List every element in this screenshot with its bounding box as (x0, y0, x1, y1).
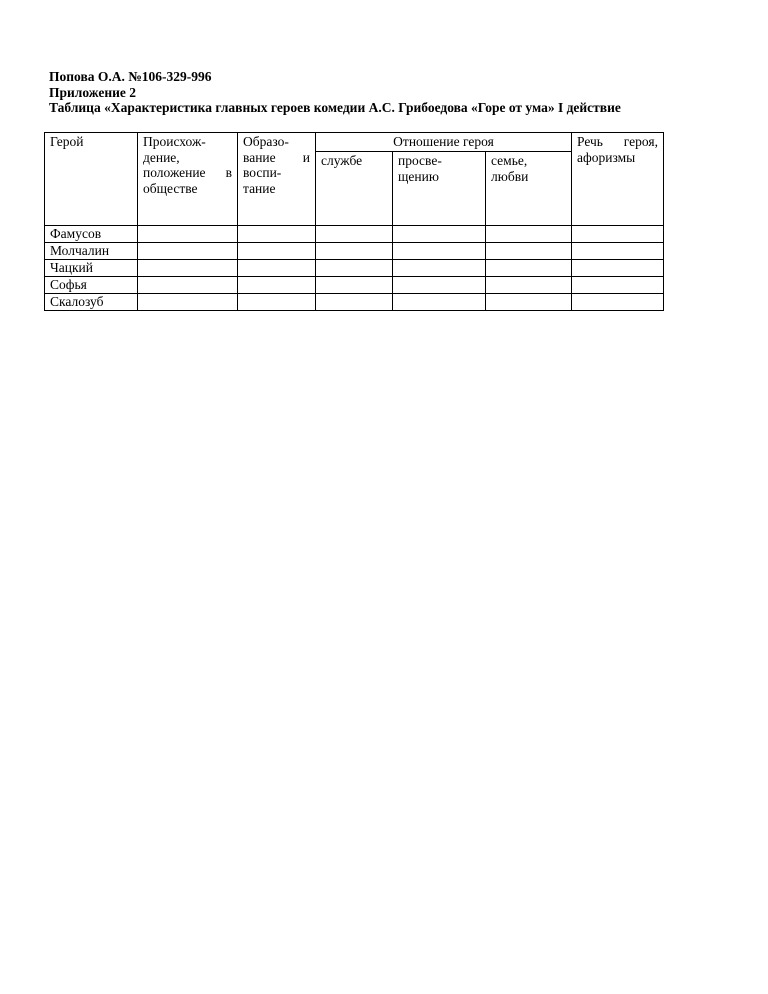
origin-line-1: Происхож- (143, 134, 206, 149)
sub-header-family (486, 152, 572, 226)
table-row (45, 260, 664, 277)
speech-line-1: Речь героя, (577, 134, 658, 149)
origin-line-4: обществе (143, 180, 198, 196)
family-line-1: семье, (491, 153, 528, 168)
appendix-line: Приложение 2 (49, 84, 137, 100)
table-cell (393, 277, 486, 294)
table-cell (316, 226, 393, 243)
education-line-4: тание (243, 180, 276, 196)
table-cell (238, 294, 316, 311)
table-cell (316, 294, 393, 311)
table-cell (572, 243, 664, 260)
sub-header-enlightenment (393, 152, 486, 226)
col-header-education (238, 133, 316, 226)
origin-line-2: дение, (143, 149, 180, 165)
table-cell (393, 243, 486, 260)
table-row (45, 294, 664, 311)
col-header-speech (572, 133, 664, 226)
table-title: Таблица «Характеристика главных героев комедии А.С. Грибоедова «Горе от ума» I действие (49, 100, 621, 115)
row-hero-name: Молчалин (45, 243, 138, 260)
table-cell (572, 294, 664, 311)
education-line-3: воспи- (243, 165, 282, 180)
table-cell (316, 277, 393, 294)
table-cell (486, 277, 572, 294)
table-cell (238, 226, 316, 243)
table-cell (393, 260, 486, 277)
enlightenment-line-2: щению (398, 168, 439, 184)
table-cell (138, 277, 238, 294)
col-header-relation-label: Отношение героя (393, 134, 494, 149)
table-cell (486, 243, 572, 260)
table-cell (238, 243, 316, 260)
row-hero-name: Скалозуб (45, 294, 138, 311)
table-cell (393, 226, 486, 243)
author-line: Попова О.А. №106-329-996 (49, 69, 212, 84)
family-line-2: любви (491, 168, 529, 184)
origin-line-3: положение в (143, 165, 232, 180)
table-cell (238, 277, 316, 294)
table-cell (138, 260, 238, 277)
speech-line-2: афоризмы (577, 149, 636, 165)
table-cell (238, 260, 316, 277)
row-hero-name: Фамусов (45, 226, 138, 243)
table-cell (572, 277, 664, 294)
characteristics-table (44, 132, 664, 311)
enlightenment-line-1: просве- (398, 153, 442, 168)
col-header-relation (316, 133, 572, 152)
col-header-hero (45, 133, 138, 226)
table-row (45, 226, 664, 243)
col-header-origin (138, 133, 238, 226)
education-line-1: Образо- (243, 134, 289, 149)
table-cell (572, 226, 664, 243)
row-hero-name: Чацкий (45, 260, 138, 277)
table-cell (486, 294, 572, 311)
table-cell (316, 260, 393, 277)
table-cell (316, 243, 393, 260)
table-cell (486, 226, 572, 243)
table-cell (138, 226, 238, 243)
table-cell (393, 294, 486, 311)
table-row (45, 277, 664, 294)
col-header-hero-label: Герой (50, 134, 84, 149)
education-line-2: вание и (243, 149, 310, 165)
table-cell (138, 243, 238, 260)
document-header (49, 69, 749, 116)
sub-header-service (316, 152, 393, 226)
table-cell (138, 294, 238, 311)
table-cell (572, 260, 664, 277)
row-hero-name: Софья (45, 277, 138, 294)
sub-header-service-label: службе (321, 153, 363, 168)
table-cell (486, 260, 572, 277)
table-row (45, 243, 664, 260)
